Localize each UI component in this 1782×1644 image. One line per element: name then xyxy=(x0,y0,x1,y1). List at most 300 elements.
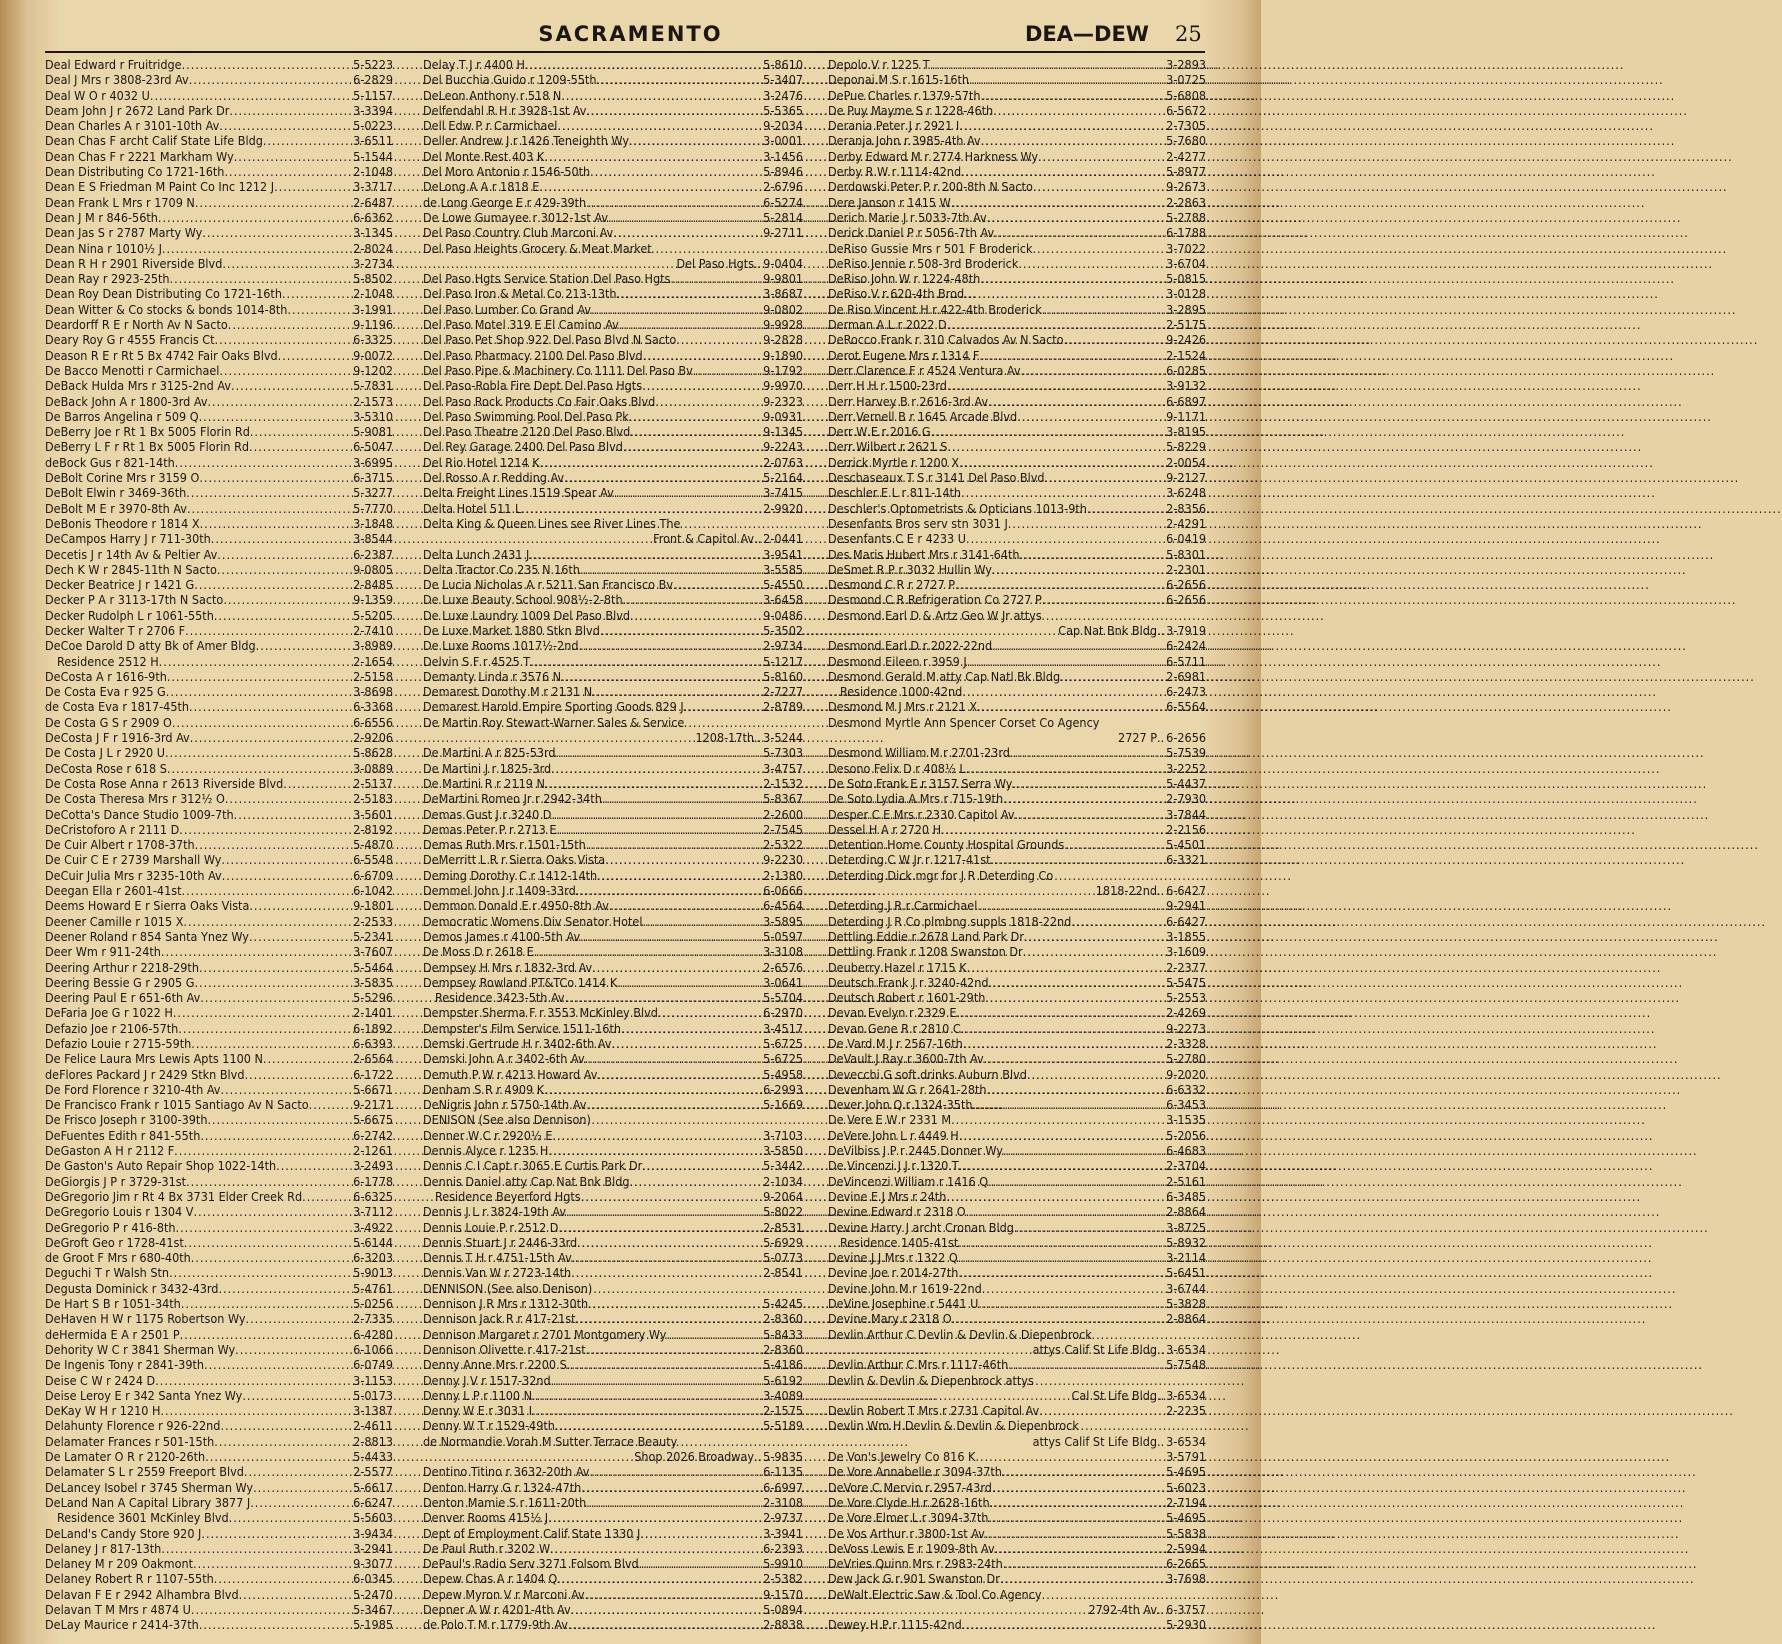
leader-dots xyxy=(597,868,761,883)
entry-phone: 6-3453 xyxy=(1166,1097,1206,1113)
entry-phone: 3-4517 xyxy=(763,1020,803,1036)
leader-dots xyxy=(947,378,1164,393)
entry-name: Desmond William M r 2701-23rd xyxy=(828,745,1010,761)
entry-name: Derich Marie J r 5033-7th Av xyxy=(828,209,987,225)
entry-phone: 3-7607 xyxy=(353,944,393,960)
leader-dots xyxy=(1027,1067,1164,1082)
leader-dots xyxy=(256,638,352,653)
leader-dots xyxy=(985,990,1164,1005)
entry-name: Denny W T r 1529-49th xyxy=(423,1418,555,1434)
leader-dots xyxy=(623,592,762,607)
entry-name: Dean E S Friedman M Paint Co Inc 1212 J xyxy=(45,179,275,195)
entry-name: Dessel H A r 2720 H xyxy=(828,821,942,837)
entry-phone: 2-2533 xyxy=(353,913,393,929)
directory-entry xyxy=(423,531,803,546)
entry-phone: 9-1890 xyxy=(763,347,803,363)
entry-phone: 2-2863 xyxy=(1166,194,1206,210)
leader-dots xyxy=(540,455,762,470)
entry-name: DeLand Nan A Capital Library 3877 J xyxy=(45,1494,251,1510)
entry-phone: 5-6725 xyxy=(763,1051,803,1067)
entry-name: Delta Tractor Co 235 N 16th xyxy=(423,561,580,577)
directory-entry xyxy=(423,990,803,1005)
leader-dots xyxy=(182,57,352,72)
entry-name: Derot Eugene Mrs r 1314 F xyxy=(828,347,980,363)
entry-phone: 9-2828 xyxy=(763,332,803,348)
leader-dots xyxy=(623,439,761,454)
leader-dots xyxy=(964,286,1164,301)
leader-dots xyxy=(250,424,351,439)
directory-entry xyxy=(828,1174,1206,1189)
entry-name: Detention Home County Hospital Grounds xyxy=(828,837,1065,853)
directory-entry xyxy=(423,761,803,776)
leader-dots xyxy=(1064,332,1165,347)
directory-entry xyxy=(45,286,393,301)
entry-name: Dean Witter & Co stocks & bonds 1014-8th xyxy=(45,301,288,317)
entry-phone: 6-6427 xyxy=(1166,913,1206,929)
directory-entry xyxy=(45,791,393,806)
directory-entry xyxy=(45,1602,393,1617)
directory-entry xyxy=(45,914,393,929)
entry-phone: 5-1669 xyxy=(763,1097,803,1113)
leader-dots xyxy=(176,1220,352,1235)
entry-phone: 5-4433 xyxy=(353,1449,393,1465)
directory-entry xyxy=(45,210,393,225)
directory-entry xyxy=(45,1189,393,1204)
entry-phone: 6-1778 xyxy=(353,1173,393,1189)
directory-entry xyxy=(828,363,1206,378)
directory-entry xyxy=(828,485,1206,500)
leader-dots xyxy=(1020,547,1165,562)
entry-phone: 6-1788 xyxy=(1166,225,1206,241)
entry-phone: 5-6617 xyxy=(353,1479,393,1495)
entry-phone: 3-5850 xyxy=(763,1143,803,1159)
entry-name: DeRocco Frank r 310 Calvados Av N Sacto xyxy=(828,332,1064,348)
leader-dots xyxy=(581,1480,761,1495)
entry-name: Demarest Dorothy M r 2131 N xyxy=(423,684,593,700)
entry-phone: 5-8367 xyxy=(763,791,803,807)
leader-dots xyxy=(951,195,1164,210)
entry-phone: 5-8628 xyxy=(353,745,393,761)
leader-dots xyxy=(1003,1143,1164,1158)
leader-dots xyxy=(250,1495,351,1510)
entry-phone: 3-2493 xyxy=(353,1158,393,1174)
entry-phone: 3-3941 xyxy=(763,1525,803,1541)
entry-name: Demos James r 4100-5th Av xyxy=(423,928,581,944)
entry-phone: 5-9013 xyxy=(353,1265,393,1281)
leader-dots xyxy=(1053,868,1204,883)
directory-entry xyxy=(45,225,393,240)
leader-dots xyxy=(590,164,761,179)
directory-entry xyxy=(828,531,1206,546)
entry-name: Democratic Womens Div Senator Hotel xyxy=(423,913,643,929)
entry-name: DeVilbiss J P r 2445 Donner Wy xyxy=(828,1143,1003,1159)
leader-dots xyxy=(988,1510,1164,1525)
directory-entry xyxy=(423,715,803,730)
leader-dots xyxy=(521,501,761,516)
directory-entry xyxy=(45,1434,393,1449)
entry-phone: 6-2393 xyxy=(763,1540,803,1556)
directory-entry xyxy=(828,409,1206,424)
entry-phone: 9-2243 xyxy=(763,439,803,455)
directory-entry xyxy=(45,516,393,531)
directory-entry xyxy=(828,1296,1206,1311)
directory-entry xyxy=(45,1311,393,1326)
entry-name: Depew Chas A r 1404 Q xyxy=(423,1571,558,1587)
entry-phone: 5-3407 xyxy=(763,72,803,88)
entry-phone: 5-4550 xyxy=(763,577,803,593)
entry-name: Desmond Myrtle Ann Spencer Corset Co Agency xyxy=(828,714,1100,730)
directory-entry xyxy=(828,1005,1206,1020)
entry-phone: 9-0072 xyxy=(353,347,393,363)
entry-phone: 6-4564 xyxy=(763,898,803,914)
entry-phone: 5-5603 xyxy=(353,1510,393,1526)
directory-entry xyxy=(45,1541,393,1556)
entry-phone: 2-8360 xyxy=(763,1341,803,1357)
directory-entry xyxy=(45,1220,393,1235)
entry-name: DeGaston A H r 2112 F xyxy=(45,1143,175,1159)
leader-dots xyxy=(605,852,761,867)
entry-phone: 6-1892 xyxy=(353,1020,393,1036)
directory-entry xyxy=(828,562,1206,577)
leader-dots xyxy=(951,1112,1164,1127)
entry-name: Dennis J L r 3824-19th Av xyxy=(423,1204,566,1220)
entry-phone: 6-3715 xyxy=(353,470,393,486)
leader-dots xyxy=(993,103,1164,118)
directory-entry xyxy=(828,424,1206,439)
entry-name: Devine Edward r 2318 O xyxy=(828,1204,966,1220)
leader-dots xyxy=(1064,837,1164,852)
entry-phone: 3-0128 xyxy=(1166,286,1206,302)
entry-phone: 6-1066 xyxy=(353,1341,393,1357)
entry-phone: 6-1042 xyxy=(353,883,393,899)
entry-phone: 3-8544 xyxy=(353,531,393,547)
leader-dots xyxy=(159,654,352,669)
entry-phone: 2-1524 xyxy=(1166,347,1206,363)
leader-dots xyxy=(961,164,1164,179)
leader-dots xyxy=(550,1541,761,1556)
leader-dots xyxy=(234,149,351,164)
entry-phone: 6-5564 xyxy=(1166,699,1206,715)
leader-dots xyxy=(995,1541,1165,1556)
directory-entry xyxy=(828,1097,1206,1112)
directory-entry xyxy=(45,1250,393,1265)
entry-name: DeLay Maurice r 2414-37th xyxy=(45,1617,199,1633)
leader-dots: .. xyxy=(1157,622,1165,638)
directory-entry xyxy=(45,485,393,500)
leader-dots xyxy=(1045,470,1165,485)
leader-dots xyxy=(591,302,761,317)
entry-phone: 6-1722 xyxy=(353,1066,393,1082)
entry-name: Del Paso Country Club Marconi Av xyxy=(423,225,614,241)
entry-phone: 9-0802 xyxy=(763,301,803,317)
leader-dots xyxy=(155,1373,351,1388)
directory-entry xyxy=(45,960,393,975)
entry-phone: 2-0054 xyxy=(1166,454,1206,470)
entry-name: Del Paso Heights Grocery & Meat Market xyxy=(423,240,652,256)
directory-entry xyxy=(423,1051,803,1066)
directory-entry xyxy=(828,730,1206,745)
entry-name: Dentino Titino r 3632-20th Av xyxy=(423,1464,590,1480)
entry-name: Dean Roy Dean Distributing Co 1721-16th xyxy=(45,286,282,302)
leader-dots xyxy=(199,409,352,424)
entry-name: Deschler's Optometrists & Opticians 1013-9th xyxy=(828,500,1087,516)
leader-dots xyxy=(1087,501,1164,516)
directory-entry xyxy=(45,1281,393,1296)
entry-phone: 6-5548 xyxy=(353,852,393,868)
entry-name: De Luxe Market 1880 Stkn Blvd xyxy=(423,622,600,638)
entry-phone: 5-0256 xyxy=(353,1296,393,1312)
directory-entry xyxy=(828,394,1206,409)
entry-phone: 9-2323 xyxy=(763,393,803,409)
listing-column-3 xyxy=(828,57,1206,1633)
directory-entry xyxy=(828,1036,1206,1051)
directory-entry xyxy=(45,1005,393,1020)
entry-phone: 5-2164 xyxy=(763,470,803,486)
directory-entry xyxy=(423,1021,803,1036)
entry-phone: 2-3704 xyxy=(1166,1158,1206,1174)
entry-phone: 6-2829 xyxy=(353,72,393,88)
directory-entry xyxy=(828,179,1206,194)
entry-name: Demski John A r 3402-6th Av xyxy=(423,1051,585,1067)
leader-dots xyxy=(693,363,761,378)
entry-phone: 5-4761 xyxy=(353,1280,393,1296)
directory-entry xyxy=(423,1495,803,1510)
entry-phone: 6-2970 xyxy=(763,1005,803,1021)
entry-name: Deems Howard E r Sierra Oaks Vista xyxy=(45,898,250,914)
entry-phone: 6-6247 xyxy=(353,1494,393,1510)
entry-name: DeNigris John r 5750-14th Av xyxy=(423,1097,587,1113)
entry-name: Des Maris Hubert Mrs r 3141-64th xyxy=(828,546,1020,562)
entry-name: Delta Freight Lines 1519 Spear Av xyxy=(423,485,614,501)
leader-dots xyxy=(200,990,351,1005)
directory-entry xyxy=(423,1449,803,1464)
entry-name: De Costa Theresa Mrs r 312½ O xyxy=(45,791,225,807)
entry-name: Depolo V r 1225 T xyxy=(828,57,930,72)
entry-name: Dennis C I Capt r 3065 E Curtis Park Dr xyxy=(423,1158,643,1174)
entry-name: Deutsch Frank J r 3240-42nd xyxy=(828,974,989,990)
entry-name: De Luxe Beauty School 908½-2-8th xyxy=(423,592,623,608)
directory-entry xyxy=(423,1571,803,1586)
directory-entry xyxy=(828,271,1206,286)
directory-entry xyxy=(423,1265,803,1280)
leader-dots xyxy=(282,286,351,301)
leader-dots xyxy=(1003,791,1164,806)
entry-name: Dempster's Film Service 1511-16th xyxy=(423,1020,621,1036)
entry-name: De Vore Annabelle r 3094-37th xyxy=(828,1464,1002,1480)
directory-entry xyxy=(423,1587,803,1602)
entry-name: Derr Harvey B r 2616-3rd Av xyxy=(828,393,988,409)
entry-phone: 3-4089 xyxy=(763,1387,803,1403)
listing-column-2 xyxy=(423,57,803,1633)
entry-name: Residence 1000-42nd xyxy=(840,684,963,700)
directory-entry xyxy=(45,1112,393,1127)
leader-dots xyxy=(199,470,351,485)
entry-phone: 2-5183 xyxy=(353,791,393,807)
entry-phone: 2-6796 xyxy=(763,179,803,195)
leader-dots xyxy=(309,1097,352,1112)
entry-name: DeVine Josephine r 5441 U xyxy=(828,1296,979,1312)
entry-phone: 5-2341 xyxy=(353,928,393,944)
entry-phone: 2-1034 xyxy=(763,1173,803,1189)
entry-phone: 3-4922 xyxy=(353,1219,393,1235)
leader-dots xyxy=(532,1403,761,1418)
entry-phone: 3-6744 xyxy=(1166,1280,1206,1296)
leader-dots xyxy=(551,1373,762,1388)
entry-name: Devine J J Mrs r 1322 Q xyxy=(828,1250,958,1266)
entry-name: Deponai M S r 1615-16th xyxy=(828,72,970,88)
entry-name: De Vore Elmer L r 3094-37th xyxy=(828,1510,989,1526)
entry-name: Desper C E Mrs r 2330 Capitol Av xyxy=(828,806,1015,822)
page-number: 25 xyxy=(1175,22,1202,46)
entry-name: Derr H H r 1500-23rd xyxy=(828,378,947,394)
directory-entry xyxy=(423,378,803,393)
leader-dots xyxy=(182,883,352,898)
entry-name: Delaney J r 817-13th xyxy=(45,1540,162,1556)
entry-phone xyxy=(1204,1373,1206,1388)
entry-name: Del Paso Hgts xyxy=(676,255,755,271)
leader-dots xyxy=(170,271,352,286)
directory-entry xyxy=(828,654,1206,669)
entry-name: Decker Walter T r 2706 F xyxy=(45,622,186,638)
entry-phone: 3-7112 xyxy=(353,1204,393,1220)
directory-entry xyxy=(423,1480,803,1495)
directory-entry xyxy=(828,332,1206,347)
entry-name: Delamater Frances r 501-15th xyxy=(45,1433,215,1449)
entry-phone: 6-0419 xyxy=(1166,531,1206,547)
directory-entry xyxy=(423,1342,803,1357)
entry-name: Deterding C W Jr r 1217-41st xyxy=(828,852,991,868)
leader-dots xyxy=(194,577,351,592)
entry-name: Front & Capitol Av xyxy=(653,531,755,547)
leader-dots xyxy=(224,164,351,179)
leader-dots xyxy=(684,699,762,714)
directory-entry xyxy=(45,57,393,72)
leader-dots xyxy=(181,1296,351,1311)
entry-name: DeCosta A r 1616-9th xyxy=(45,668,167,684)
directory-entry xyxy=(423,929,803,944)
entry-name: Del Monte Rest 403 K xyxy=(423,148,545,164)
entry-phone: 9-2673 xyxy=(1166,179,1206,195)
leader-dots xyxy=(988,394,1164,409)
leader-dots xyxy=(609,898,761,913)
entry-name: Del Paso Lumber Co Grand Av xyxy=(423,301,592,317)
leader-dots xyxy=(1008,1357,1164,1372)
directory-entry xyxy=(423,1097,803,1112)
entry-phone: 5-2930 xyxy=(1166,1617,1206,1633)
entry-name: Dean Nina r 1010½ J xyxy=(45,240,162,256)
entry-phone: 5-8229 xyxy=(1166,439,1206,455)
entry-phone: 3-7919 xyxy=(1166,622,1206,638)
entry-name: Decker Rudolph L r 1061-55th xyxy=(45,607,214,623)
entry-phone: 2-3328 xyxy=(1166,1036,1206,1051)
leader-dots: .. xyxy=(754,730,762,746)
entry-name: DeSmet R P r 3032 Hullin Wy xyxy=(828,561,992,577)
directory-entry xyxy=(45,332,393,347)
leader-dots xyxy=(577,1235,761,1250)
entry-name: Delahunty Florence r 926-22nd xyxy=(45,1418,221,1434)
directory-entry xyxy=(45,195,393,210)
entry-phone: 3-5835 xyxy=(353,974,393,990)
leader-dots xyxy=(588,1296,761,1311)
directory-entry xyxy=(828,1434,1206,1449)
entry-name: DeCristoforo A r 2111 D xyxy=(45,821,180,837)
entry-phone: 5-6192 xyxy=(763,1372,803,1388)
leader-dots xyxy=(199,1617,351,1632)
directory-entry xyxy=(423,730,803,745)
entry-name: De Moss D r 2618 E xyxy=(423,944,534,960)
directory-entry xyxy=(45,822,393,837)
entry-name: Del Paso Pharmacy 2100 Del Paso Blvd xyxy=(423,347,643,363)
entry-phone: 5-8022 xyxy=(763,1204,803,1220)
entry-phone: 5-8160 xyxy=(763,668,803,684)
entry-phone: 2-8789 xyxy=(763,699,803,715)
directory-entry xyxy=(828,1342,1206,1357)
entry-name: Demmon Donald E r 4950-8th Av xyxy=(423,898,609,914)
entry-name: Denny J V r 1517-32nd xyxy=(423,1372,551,1388)
directory-entry xyxy=(828,1327,1206,1342)
entry-name: Deller Andrew J r 1426 Teneighth Wy xyxy=(423,133,629,149)
leader-dots xyxy=(567,1357,761,1372)
leader-dots xyxy=(228,317,351,332)
leader-dots xyxy=(239,1587,352,1602)
entry-phone: 2-7335 xyxy=(353,1311,393,1327)
entry-phone: 2-7930 xyxy=(1166,791,1206,807)
directory-entry xyxy=(423,332,803,347)
entry-phone xyxy=(1204,868,1206,883)
entry-phone: 5-1544 xyxy=(353,148,393,164)
entry-name: Demuth P W r 4213 Howard Av xyxy=(423,1066,598,1082)
leader-dots xyxy=(1038,149,1164,164)
entry-name: Deering Paul E r 651-6th Av xyxy=(45,990,201,1006)
directory-entry xyxy=(423,1250,803,1265)
directory-entry xyxy=(45,1617,393,1632)
entry-phone: 3-6534 xyxy=(1166,1341,1206,1357)
leader-dots xyxy=(959,118,1164,133)
entry-phone xyxy=(1204,1327,1206,1342)
leader-dots xyxy=(985,1526,1164,1541)
leader-dots xyxy=(302,1189,351,1204)
leader-dots xyxy=(962,684,1164,699)
entry-phone: 5-3277 xyxy=(353,485,393,501)
leader-dots xyxy=(150,88,351,103)
entry-phone: 9-1345 xyxy=(763,424,803,440)
directory-entry xyxy=(423,1388,803,1403)
entry-name: De Costa J L r 2920 U xyxy=(45,745,165,761)
entry-name: de Long George E r 429-39th xyxy=(423,194,587,210)
entry-name: DePue Charles r 1379-57th xyxy=(828,87,981,103)
directory-entry xyxy=(828,1403,1206,1418)
leader-dots xyxy=(565,990,762,1005)
directory-entry xyxy=(423,1357,803,1372)
directory-entry xyxy=(828,1602,1206,1617)
directory-entry xyxy=(828,210,1206,225)
leader-dots xyxy=(561,669,761,684)
directory-entry xyxy=(45,547,393,562)
leader-dots xyxy=(1015,807,1165,822)
directory-entry xyxy=(828,1220,1206,1235)
entry-name: Delay T J r 4400 H xyxy=(423,57,525,72)
directory-entry xyxy=(45,378,393,393)
leader-dots xyxy=(1003,1556,1164,1571)
directory-entry xyxy=(45,1403,393,1418)
leader-dots xyxy=(219,363,351,378)
leader-dots xyxy=(214,1434,351,1449)
directory-entry xyxy=(45,776,393,791)
entry-name: DeCotta's Dance Studio 1009-7th xyxy=(45,806,234,822)
entry-phone: 2-2301 xyxy=(1166,561,1206,577)
leader-dots xyxy=(990,1495,1165,1510)
leader-dots xyxy=(548,1143,761,1158)
